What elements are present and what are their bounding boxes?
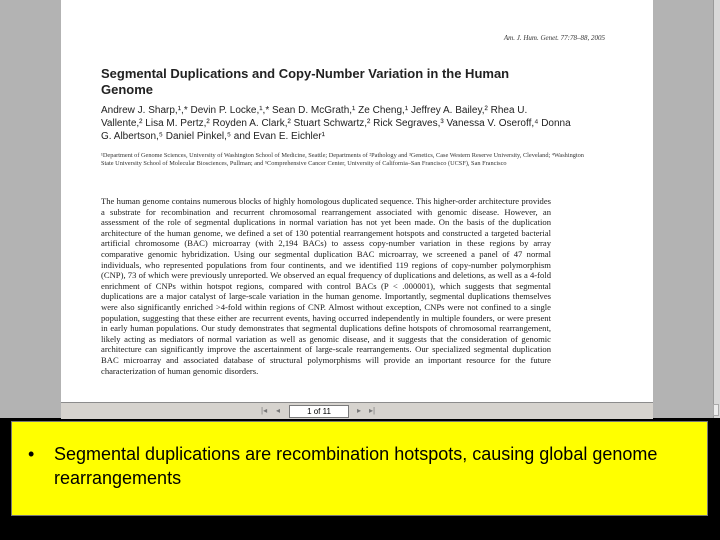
abstract: The human genome contains numerous blocks of highly homologous duplicated sequence. This higher-order architecture provides a substrate for recombination and recurrent chromosomal rearrangement associated with genomic disease. However, an assessment of the role of segmental duplications in normal variation has not yet been made. On the basis of the duplication architecture of the human genome, we defined a set of 130 potential rearrangement hotspots and constructed a targeted bacterial artificial chromosome (BAC) microarray (with 2,194 BACs) to assess copy-number variation in these regions by array comparative genomic hybridization. Using our segmental duplication BAC microarray, we screened a panel of 47 normal individuals, who represented populations from four continents, and we identified 119 regions of copy-number polymorphism (CNP), 73 of which were previously unreported. We observed an equal frequency of duplications and deletions, as well as a 4-fold enrichment of CNPs within hotspot regions, compared with control BACs (P < .000001), which suggests that segmental duplications are a major catalyst of large-scale variation in the human genome. Importantly, segmental duplications themselves were also significantly enriched >4-fold within regions of CNP. Almost without exception, CNPs were not confined to a single population, suggesting that these either are recurrent events, having occurred independently in multiple founders, or were present in early human populations. Our study demonstrates that segmental duplications define hotspots of chromosomal rearrangement, likely acting as mediators of normal variation as well as genomic disease, and it suggests that the consideration of genomic architecture can significantly improve the ascertainment of large-scale rearrangements. Our specialized segmental duplication BAC microarray and associated database of structural polymorphisms will provide an important resource for the future characterization of human genomic disorders.: [101, 196, 551, 376]
bullet-icon: •: [28, 444, 35, 464]
affiliations: ¹Department of Genome Sciences, University of Washington School of Medicine, Seattle; Departments of ²Pathology and ³Genetics, Case Western Reserve University, Cleveland; ⁴Washington State University School of Molecular Biosciences, Pullman; and ⁵Comprehensive Cancer Center, University of California–San Francisco (UCSF), San Francisco: [101, 152, 584, 167]
journal-citation: Am. J. Hum. Genet. 77:78–88, 2005: [503, 34, 605, 42]
document-page: [61, 0, 653, 402]
caption-bullet-item: [28, 442, 688, 490]
scrollbar-thumb[interactable]: [713, 404, 719, 416]
page-number-field[interactable]: 1 of 11: [289, 405, 349, 418]
page-navigation-toolbar: [61, 402, 653, 419]
author-list: Andrew J. Sharp,¹,* Devin P. Locke,¹,* Sean D. McGrath,¹ Ze Cheng,¹ Jeffrey A. Bailey,² Rhea U. Vallente,² Lisa M. Pertz,² Royden A. Clark,² Stuart Schwartz,² Rick Segraves,³ Vanessa V. Oseroff,⁴ Donna G. Albertson,⁵ Daniel Pinkel,⁵ and Evan E. Eichler¹: [101, 105, 571, 142]
caption-text: Segmental duplications are recombination hotspots, causing global genome rearrangements: [54, 444, 658, 488]
next-page-button[interactable]: ▸: [357, 406, 362, 415]
prev-page-button[interactable]: ◂: [276, 406, 281, 415]
paper-title: Segmental Duplications and Copy-Number Variation in the Human Genome: [101, 66, 510, 97]
caption-box: [11, 421, 708, 516]
first-page-button[interactable]: |◂: [261, 406, 268, 415]
last-page-button[interactable]: ▸|: [369, 406, 376, 415]
vertical-scrollbar[interactable]: [713, 0, 720, 418]
